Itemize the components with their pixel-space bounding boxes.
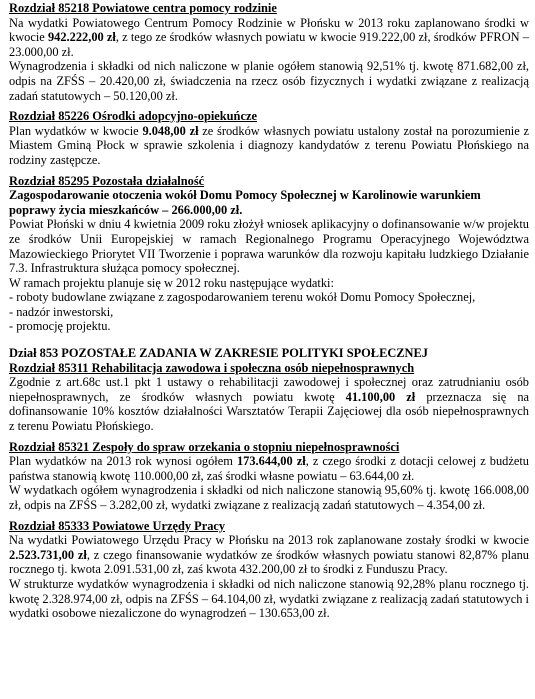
list-item: - roboty budowlane związane z zagospodarowaniem terenu wokół Domu Pomocy Społecznej, (9, 290, 476, 305)
paragraph: Wynagrodzenia i składki od nich naliczone w planie ogółem stanowią 92,51% tj. kwotę 871.682,00 zł, odpis na ZFŚS – 20.420,00 zł, świadczenia na rzecz osób fizycznych i wydatki związane z realizacją zadań statutowych – 50.120,00 zł. (9, 59, 529, 103)
section-85295 (9, 174, 529, 335)
paragraph: Na wydatki Powiatowego Urzędu Pracy w Płońsku na 2013 rok zaplanowane zostały środki w kwocie 2.523.731,00 zł, z czego finansowanie wydatków ze środków własnych powiatu stanowi 82,87% planu rocznego tj. kwota 2.091.531,00 zł, zaś kwota 432.200,00 zł to środki z Funduszu Pracy. (9, 533, 529, 577)
section-heading: Rozdział 85226 Ośrodki adopcyjno-opiekuńcze (9, 109, 257, 124)
section-85333 (9, 519, 529, 621)
amount-total: 9.048,00 zł (142, 123, 199, 138)
section-heading: Rozdział 85311 Rehabilitacja zawodowa i społeczna osób niepełnosprawnych (9, 360, 415, 375)
list-item: - promocję projektu. (9, 319, 111, 334)
section-heading: Rozdział 85295 Pozostała działalność (9, 173, 205, 188)
paragraph: W wydatkach ogółem wynagrodzenia i składki od nich naliczone stanowią 95,60% tj. kwotę 166.008,00 zł, odpis na ZFŚS – 3.282,00 zł, wydatki związane z realizacją zadań statutowych – 4.354,00 zł. (9, 483, 529, 512)
paragraph: Plan wydatków w kwocie 9.048,00 zł ze środków własnych powiatu ustalony został na porozumienie z Miastem Gminą Płock w sprawie szkolenia i diagnozy kandydatów z terenu Powiatu Płońskiego na rodziny zastępcze. (9, 123, 529, 167)
section-85226 (9, 109, 529, 167)
paragraph: W strukturze wydatków wynagrodzenia i składki od nich naliczone stanowią 92,28% planu rocznego tj. kwotę 2.328.974,00 zł, odpis na ZFŚS – 64.104,00 zł, wydatki związane z realizacją zadań statutowych i wydatki osobowe niezaliczone do wynagrodzeń – 130.653,00 zł. (9, 576, 529, 621)
amount-total: 41.100,00 zł (345, 389, 416, 404)
division-title: Dział 853 POZOSTAŁE ZADANIA W ZAKRESIE POLITYKI SPOŁECZNEJ (9, 346, 428, 361)
amount-total: 2.523.731,00 zł (9, 547, 87, 562)
paragraph: W ramach projektu planuje się w 2012 roku następujące wydatki: (9, 275, 334, 290)
section-heading: Rozdział 85321 Zespoły do spraw orzekania o stopniu niepełnosprawności (9, 439, 400, 454)
paragraph: Powiat Płoński w dniu 4 kwietnia 2009 roku złożył wniosek aplikacyjny o dofinansowanie w/w projektu ze środków Unii Europejskiej w ramach Regionalnego Programu Operacyjnego Województwa Mazowieckiego Priorytet VII Tworzenie i poprawa warunków dla rozwoju kapitału ludzkiego Działanie 7.3. Infrastruktura służąca pomocy społecznej. (9, 217, 529, 276)
amount-total: 173.644,00 zł (236, 454, 306, 469)
section-85218 (9, 1, 529, 103)
amount-total: 942.222,00 zł (47, 30, 116, 45)
division-853 (9, 346, 529, 621)
section-heading: Rozdział 85333 Powiatowe Urzędy Pracy (9, 518, 226, 533)
paragraph: Zgodnie z art.68c ust.1 pkt 1 ustawy o rehabilitacji zawodowej i społecznej oraz zatrudnianiu osób niepełnosprawnych, ze środków własnych powiatu kwotę 41.100,00 zł przeznacza się na dofinansowanie 10% kosztów działalności Warsztatów Terapii Zajęciowej dla osób niepełnosprawnych z terenu Powiatu Płońskiego. (9, 375, 530, 434)
section-heading: Rozdział 85218 Powiatowe centra pomocy rodzinie (9, 1, 277, 15)
project-title: Zagospodarowanie otoczenia wokół Domu Pomocy Społecznej w Karolinowie warunkiem poprawy życia mieszkańców – 266.000,00 zł. (9, 188, 481, 217)
paragraph: Plan wydatków na 2013 rok wynosi ogółem 173.644,00 zł, z czego środki z dotacji celowej z budżetu państwa stanowią kwotę 110.000,00 zł, zaś środki własne powiatu – 63.644,00 zł. (9, 454, 529, 483)
section-85311 (9, 361, 529, 434)
expense-list (9, 290, 529, 334)
list-item: - nadzór inwestorski, (9, 304, 114, 319)
paragraph: Na wydatki Powiatowego Centrum Pomocy Rodzinie w Płońsku w 2013 roku zaplanowano środki w kwocie 942.222,00 zł, z tego ze środków własnych powiatu w kwocie 919.222,00 zł, środków PFRON – 23.000,00 zł. (9, 15, 529, 59)
section-85321 (9, 440, 529, 513)
